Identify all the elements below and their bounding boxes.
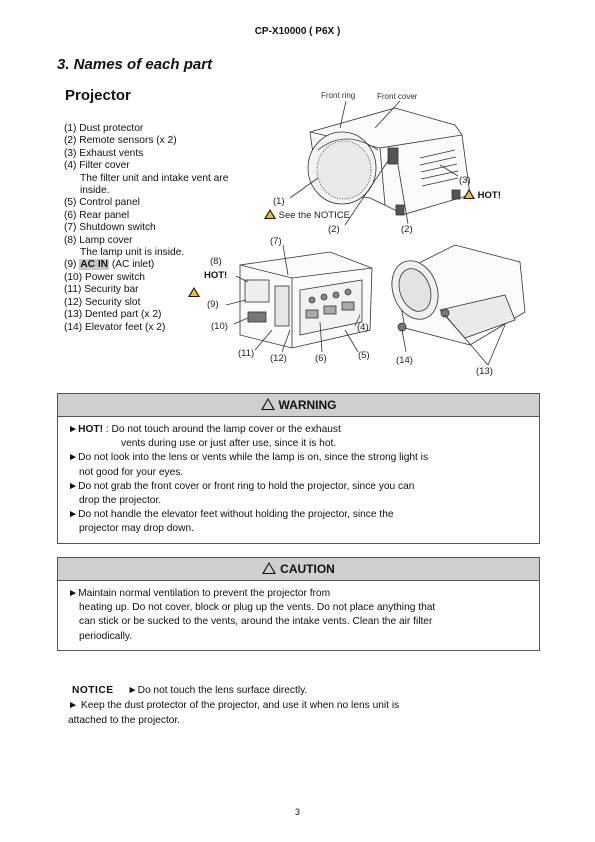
warning-triangle-icon [264, 209, 276, 219]
part-item: (3) Exhaust vents [64, 147, 144, 159]
caution-body [58, 581, 539, 650]
part-item: (11) Security bar [64, 284, 139, 296]
page-number: 3 [294, 807, 300, 817]
projector-bottom-view [384, 245, 525, 345]
projector-front-view [308, 108, 470, 215]
caution-line: periodically. [79, 630, 133, 642]
label-front-cover: Front cover [377, 92, 418, 101]
part-item: (2) Remote sensors (x 2) [64, 135, 177, 147]
label-10: (10) [211, 321, 228, 332]
label-14: (14) [396, 355, 413, 366]
warning-body [58, 417, 539, 543]
part-item: (1) Dust protector [64, 123, 144, 134]
part-item: (4) Filter cover [64, 160, 130, 172]
notice-section [68, 683, 538, 728]
notice-tag: NOTICE [72, 685, 114, 696]
part-item: (8) Lamp cover [64, 234, 133, 246]
warning-triangle-icon [262, 562, 276, 574]
label-5: (5) [358, 350, 370, 361]
label-6: (6) [315, 353, 327, 364]
notice-text: attached to the projector. [68, 715, 181, 726]
warning-item-cont: projector may drop down. [79, 523, 194, 535]
warning-triangle-icon [261, 398, 275, 410]
label-11: (11) [238, 348, 255, 359]
warning-item: ►Do not look into the lens or vents while the lamp is on, since the strong light is [68, 452, 429, 464]
warning-hot-line: ►HOT! : Do not touch around the lamp cover or the exhaust [68, 424, 341, 435]
warning-header [58, 394, 539, 417]
warning-box [57, 393, 540, 544]
notice-text: ► Keep the dust protector of the projector, and use it when no lens unit is [68, 700, 400, 711]
part-item: (5) Control panel [64, 197, 140, 209]
label-13: (13) [476, 366, 493, 377]
part-note: The filter unit and intake vent are [80, 172, 229, 184]
projector-illustration [0, 0, 595, 400]
warning-triangle-icon [188, 287, 200, 297]
warning-item: ►Do not grab the front cover or front ring to hold the projector, since you can [68, 480, 415, 492]
hot-label: HOT! [78, 424, 103, 435]
hot-left: HOT! [204, 270, 228, 281]
section-title: 3. Names of each part [57, 56, 213, 73]
part-item: (12) Security slot [64, 296, 141, 308]
document-header: CP-X10000 ( P6X ) [254, 26, 341, 37]
warning-title: WARNING [278, 398, 337, 412]
label-8: (8) [210, 256, 222, 267]
hot-right-text: HOT! [477, 190, 501, 201]
part-item: (10) Power switch [64, 271, 145, 283]
part-note: inside. [80, 185, 110, 197]
warning-item-cont: not good for your eyes. [79, 466, 184, 478]
label-3: (3) [459, 175, 471, 186]
ac-prefix: (9) [64, 259, 80, 271]
label-12: (12) [270, 353, 287, 364]
caution-box [57, 557, 540, 651]
caution-title: CAUTION [280, 562, 335, 576]
part-item: (13) Dented part (x 2) [64, 309, 162, 321]
warning-item-cont: drop the projector. [79, 495, 162, 507]
part-item: (7) Shutdown switch [64, 222, 156, 234]
label-7: (7) [270, 236, 282, 247]
label-2b: (2) [401, 224, 413, 235]
warning-item: ►Do not handle the elevator feet without holding the projector, since the [68, 509, 394, 521]
hot-text: : Do not touch around the lamp cover or the exhaust [103, 424, 341, 435]
label-9: (9) [207, 299, 219, 310]
label-front-ring: Front ring [321, 91, 356, 100]
projector-rear-view [240, 252, 372, 348]
label-2a: (2) [328, 224, 340, 235]
hot-text-cont: vents during use or just after use, since it is hot. [121, 438, 337, 450]
ac-suffix: (AC inlet) [109, 259, 155, 271]
notice-line [68, 683, 538, 698]
part-item: (6) Rear panel [64, 209, 130, 221]
label-4: (4) [357, 322, 369, 333]
caution-header [58, 558, 539, 581]
see-notice-label [264, 209, 350, 221]
projector-heading: Projector [65, 87, 131, 104]
part-note: The lamp unit is inside. [80, 247, 185, 259]
ac-in-badge: AC IN [80, 259, 109, 271]
notice-text: ►Do not touch the lens surface directly. [127, 685, 308, 696]
warning-triangle-icon [463, 189, 475, 199]
label-1: (1) [273, 196, 285, 207]
caution-line: can stick or be sucked to the vents, around the intake vents. Clean the air filter [79, 616, 433, 628]
caution-line: ►Maintain normal ventilation to prevent the projector from [68, 588, 331, 599]
hot-right [463, 189, 501, 201]
caution-line: heating up. Do not cover, block or plug up the vents. Do not place anything that [79, 602, 436, 614]
see-notice-text: See the NOTICE [278, 210, 350, 221]
part-item: (14) Elevator feet (x 2) [64, 321, 166, 333]
warning-triangle-icon [188, 283, 200, 301]
